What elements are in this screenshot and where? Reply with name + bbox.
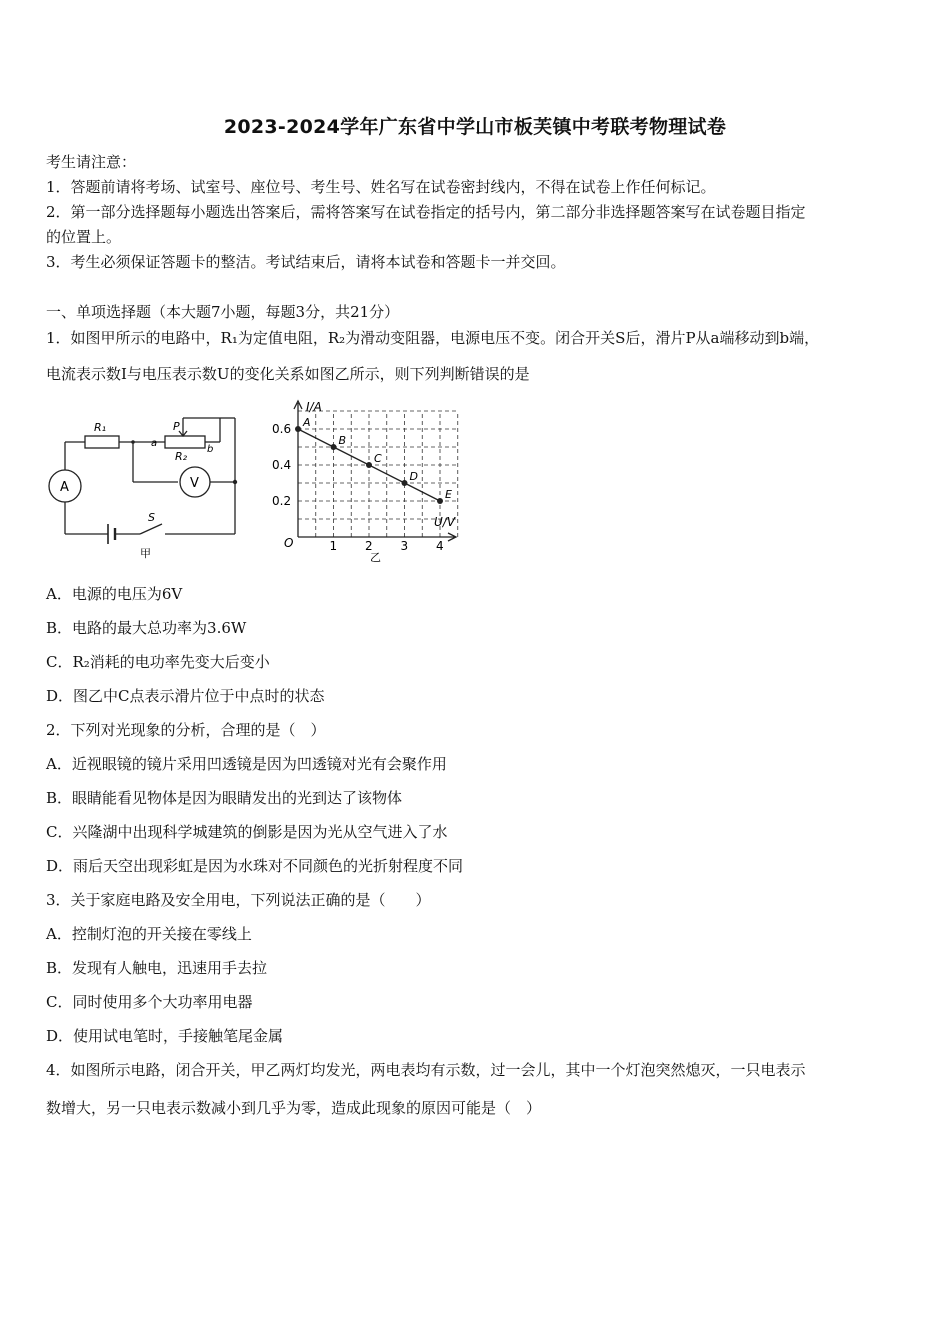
data-point [331, 444, 337, 450]
question-1-stem: 1．如图甲所示的电路中，R₁为定值电阻，R₂为滑动变阻器，电源电压不变。闭合开关S后，滑片P从a端移动到b端， [46, 329, 820, 347]
y-axis-label: I/A [306, 400, 322, 414]
q2-option-a: A．近视眼镜的镜片采用凹透镜是因为凹透镜对光有会聚作用 [46, 755, 447, 773]
r1-label: R₁ [94, 421, 107, 434]
q1-option-a: A．电源的电压为6V [46, 585, 183, 603]
question-2-stem: 2．下列对光现象的分析，合理的是（ ） [46, 721, 326, 739]
question-1-stem-cont: 电流表示数I与电压表示数U的变化关系如图乙所示，则下列判断错误的是 [46, 365, 530, 383]
switch-label: S [148, 511, 155, 524]
data-point-label: C [374, 452, 382, 465]
data-point-label: D [409, 470, 418, 483]
data-point-label: E [445, 488, 452, 501]
question-3-stem: 3．关于家庭电路及安全用电，下列说法正确的是（ ） [46, 891, 431, 909]
origin-label: O [284, 536, 294, 550]
notice-item: 的位置上。 [46, 228, 122, 246]
q1-option-b: B．电路的最大总功率为3.6W [46, 619, 247, 637]
resistor-r1 [85, 436, 119, 448]
switch [140, 524, 162, 534]
graph-caption: 乙 [370, 551, 381, 564]
q2-option-d: D．雨后天空出现彩虹是因为水珠对不同颜色的光折射程度不同 [46, 857, 464, 875]
q1-option-c: C．R₂消耗的电功率先变大后变小 [46, 653, 270, 671]
circuit-caption: 甲 [140, 547, 151, 560]
q2-option-c: C．兴隆湖中出现科学城建筑的倒影是因为光从空气进入了水 [46, 823, 448, 841]
data-point-label: B [338, 434, 347, 447]
notice-item: 1．答题前请将考场、试室号、座位号、考生号、姓名写在试卷密封线内，不得在试卷上作任何标记。 [46, 178, 716, 196]
q1-option-d: D．图乙中C点表示滑片位于中点时的状态 [46, 687, 325, 705]
data-point [437, 498, 443, 504]
r2-label: R₂ [175, 450, 188, 463]
x-tick-label: 2 [365, 539, 373, 553]
section-heading: 一、单项选择题（本大题7小题，每题3分，共21分） [46, 303, 400, 321]
p-label: P [173, 420, 180, 433]
notice-item: 3．考生必须保证答题卡的整洁。考试结束后，请将本试卷和答题卡一并交回。 [46, 253, 566, 271]
q2-option-b: B．眼睛能看见物体是因为眼睛发出的光到达了该物体 [46, 789, 403, 807]
b-label: b [207, 444, 214, 455]
q3-option-a: A．控制灯泡的开关接在零线上 [46, 925, 252, 943]
y-tick-label: 0.2 [272, 494, 292, 508]
data-point [295, 426, 301, 432]
a-label: a [151, 438, 158, 449]
question-4-stem-cont: 数增大，另一只电表示数减小到几乎为零，造成此现象的原因可能是（ ） [46, 1099, 542, 1117]
data-point [366, 462, 372, 468]
page-title: 2023-2024学年广东省中学山市板芙镇中考联考物理试卷 [223, 116, 727, 138]
iu-graph [270, 395, 465, 565]
rheostat-r2 [165, 436, 205, 448]
data-point [402, 480, 408, 486]
x-tick-label: 4 [436, 539, 444, 553]
q3-option-b: B．发现有人触电，迅速用手去拉 [46, 959, 268, 977]
y-tick-label: 0.6 [272, 422, 292, 436]
data-point-label: A [303, 416, 311, 429]
q3-option-d: D．使用试电笔时，手接触笔尾金属 [46, 1027, 284, 1045]
x-axis-label: U/V [434, 515, 456, 529]
question-4-stem: 4．如图所示电路，闭合开关，甲乙两灯均发光，两电表均有示数，过一会儿，其中一个灯泡突然熄灭，一只电表示 [46, 1061, 806, 1079]
x-tick-label: 1 [329, 539, 338, 553]
voltmeter-label: V [190, 476, 199, 491]
ammeter-label: A [60, 480, 69, 495]
q3-option-c: C．同时使用多个大功率用电器 [46, 993, 253, 1011]
notice-item: 2．第一部分选择题每小题选出答案后，需将答案写在试卷指定的括号内，第二部分非选择题答案写在试卷题目指定 [46, 203, 806, 221]
x-tick-label: 3 [400, 539, 409, 553]
notice-heading: 考生请注意： [46, 153, 137, 171]
y-tick-label: 0.4 [272, 458, 292, 472]
circuit-diagram [40, 400, 250, 565]
